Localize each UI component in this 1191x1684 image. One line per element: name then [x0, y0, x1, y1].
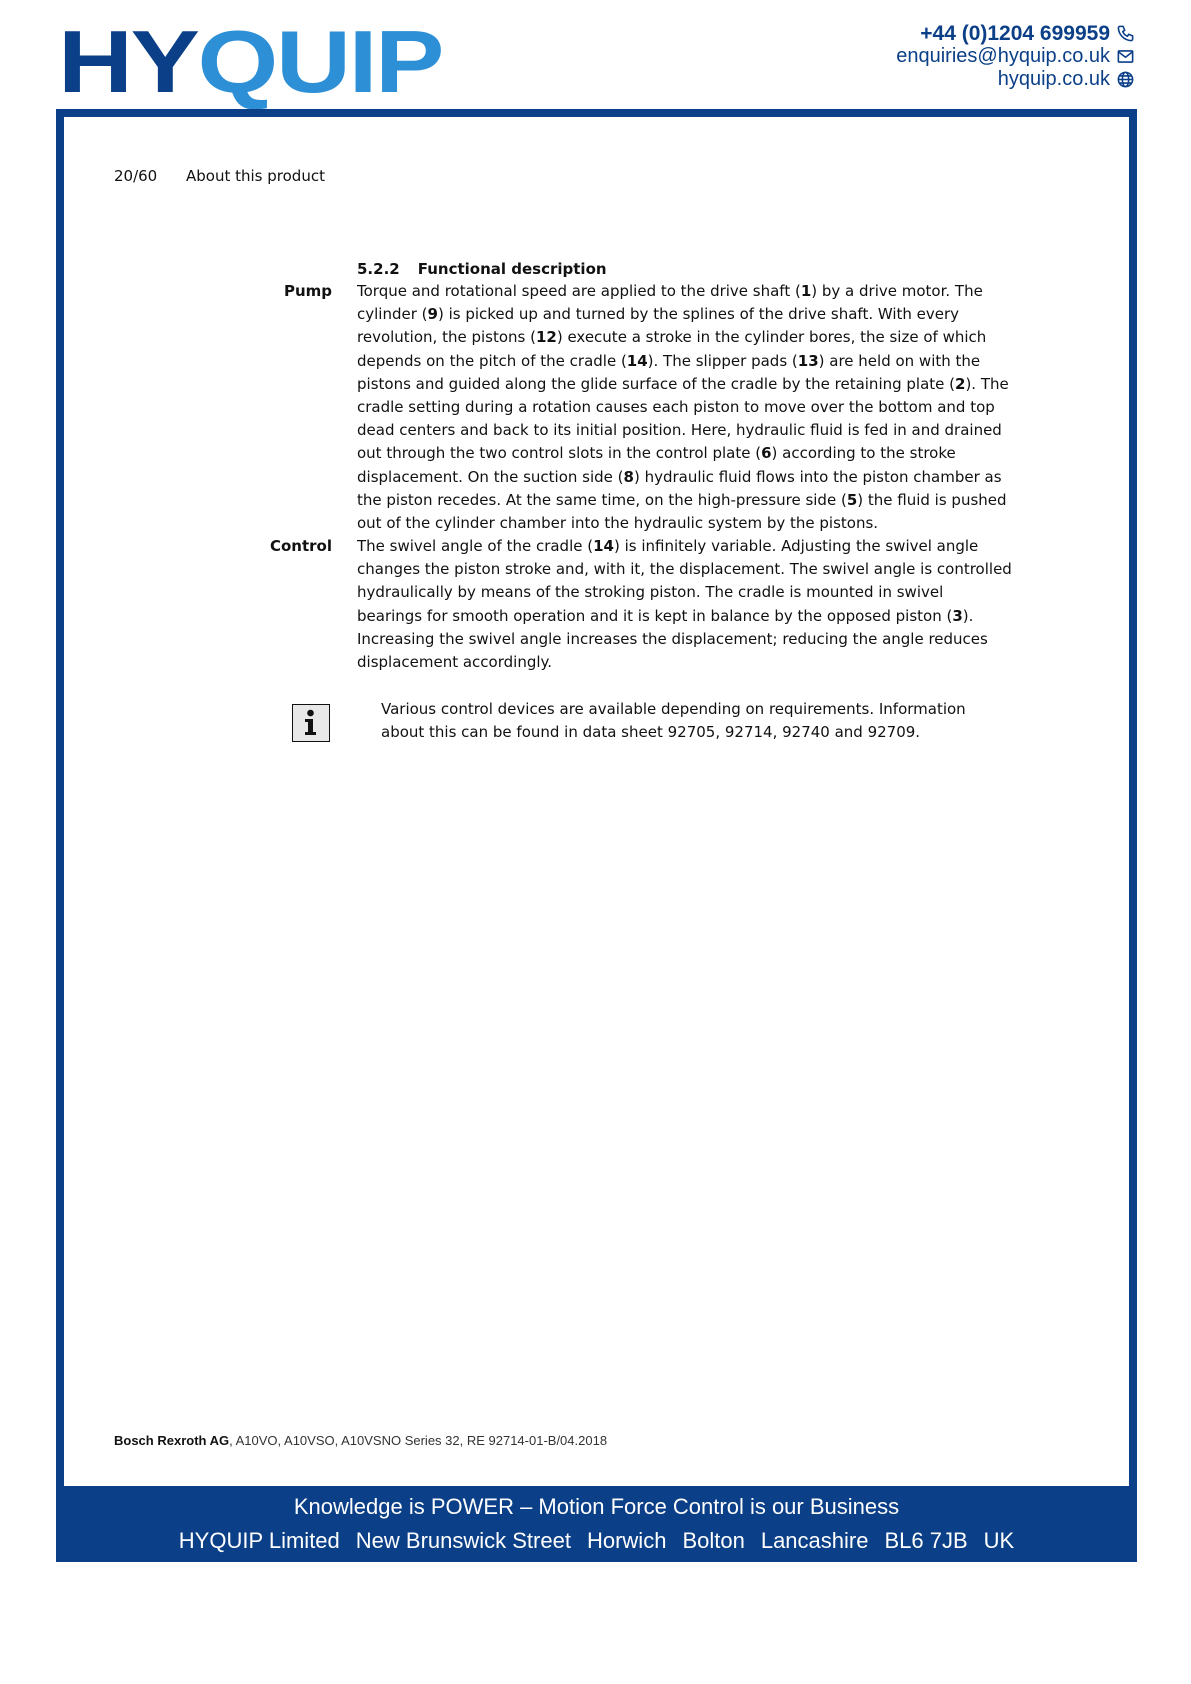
address-company: HYQUIP Limited [178, 1528, 340, 1553]
logo-part-hy: HY [58, 12, 198, 111]
info-icon [292, 704, 330, 742]
banner-address [56, 1528, 1137, 1554]
banner-tagline: Knowledge is POWER – Motion Force Control is our Business [293, 1494, 900, 1519]
address-country: UK [983, 1528, 1015, 1553]
hyquip-logo [58, 12, 442, 111]
contact-block [896, 22, 1135, 91]
pump-paragraph: Torque and rotational speed are applied to the drive shaft (1) by a drive motor. The cylinder (9) is picked up and turned by the splines of the drive shaft. With every revolution, the pistons (12) execute a stroke in the cylinder bores, the size of which depends on the pitch of the cradle (14). The slipper pads (13) are held on with the pistons and guided along the glide surface of the cradle by the retaining plate (2). The cradle setting during a rotation causes each piston to move over the bottom and top dead centers and back to its initial position. Here, hydraulic fluid is fed in and drained out through the two control slots in the control plate (6) according to the stroke displacement. On the suction side (8) hydraulic fluid flows into the piston chamber as the piston recedes. At the same time, on the high-pressure side (5) the fluid is pushed out of the cylinder chamber into the hydraulic system by the pistons. [357, 282, 1009, 533]
address-county: Lancashire [760, 1528, 869, 1553]
document-footer [114, 1433, 607, 1448]
address-city: Bolton [682, 1528, 745, 1553]
phone-icon [1116, 24, 1135, 43]
footer-details: , A10VO, A10VSO, A10VSNO Series 32, RE 92714-01-B/04.2018 [229, 1433, 608, 1448]
control-label: Control [269, 537, 332, 555]
address-street: New Brunswick Street [355, 1528, 571, 1553]
website-link[interactable]: hyquip.co.uk [997, 68, 1110, 90]
address-postcode: BL6 7JB [884, 1528, 968, 1553]
control-paragraph: The swivel angle of the cradle (14) is infinitely variable. Adjusting the swivel angle changes the piston stroke and, with it, the displacement. The swivel angle is controlled hydraulically by means of the stroking piston. The cradle is mounted in swivel bearings for smooth operation and it is kept in balance by the opposed piston (3). Increasing the swivel angle increases the displacement; reducing the angle reduces displacement accordingly. [357, 537, 1012, 672]
logo-part-quip: QUIP [197, 12, 442, 111]
section-heading [357, 260, 607, 278]
globe-icon [1116, 70, 1135, 89]
footer-banner [56, 1486, 1137, 1562]
footer-company: Bosch Rexroth AG [114, 1433, 230, 1448]
email-link[interactable]: enquiries@hyquip.co.uk [896, 45, 1110, 67]
phone-number[interactable]: +44 (0)1204 699959 [920, 21, 1110, 45]
address-town: Horwich [586, 1528, 667, 1553]
info-note: Various control devices are available depending on requirements. Information about this can be found in data sheet 92705, 92714, 92740 and 92709. [381, 700, 966, 741]
envelope-icon [1116, 47, 1135, 66]
page-number: 20/60 [114, 167, 158, 185]
pump-label: Pump [283, 282, 332, 300]
section-title: Functional description [417, 260, 607, 278]
section-number: 5.2.2 [357, 260, 400, 278]
running-header: About this product [186, 167, 325, 185]
